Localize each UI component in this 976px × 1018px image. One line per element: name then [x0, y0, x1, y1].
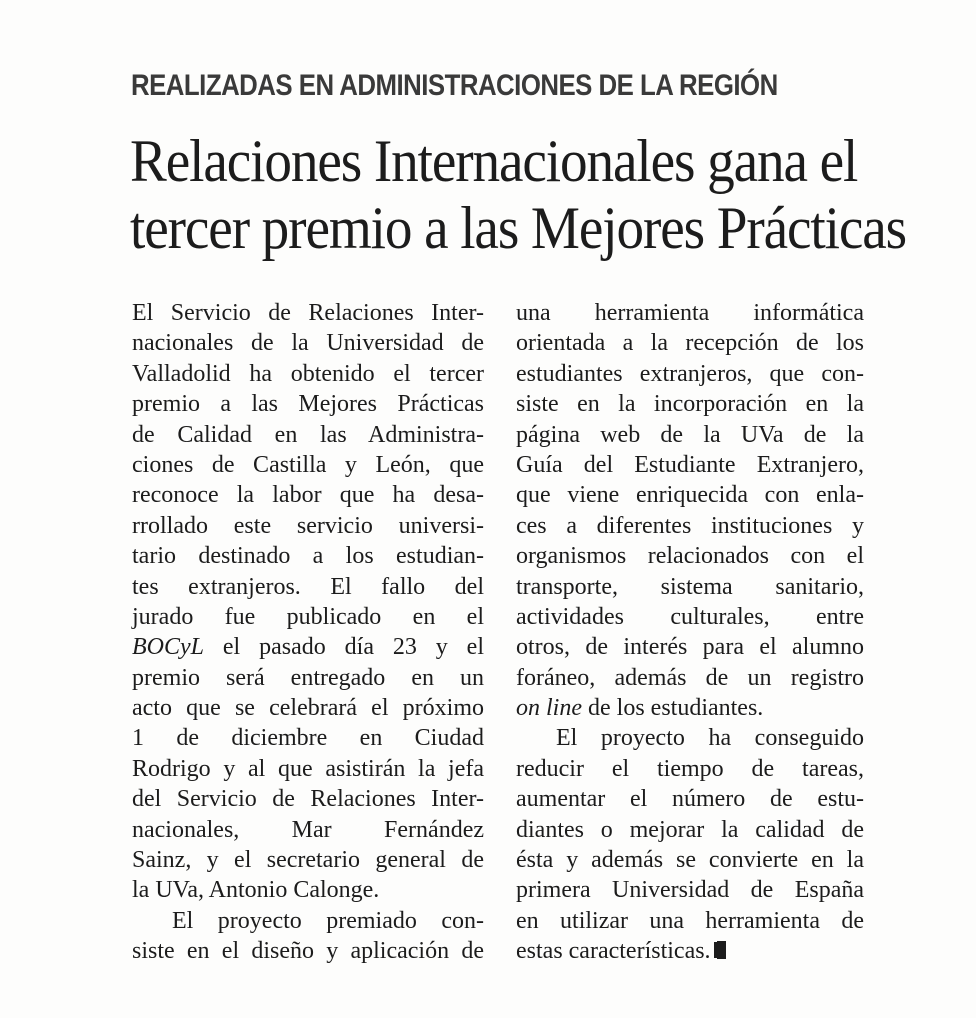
article-column-right [516, 298, 864, 967]
article-headline [130, 128, 907, 262]
text-line: nacionales de la Universidad de [132, 330, 484, 357]
text-line: Valladolid ha obtenido el tercer [132, 360, 484, 387]
headline-line: tercer premio a las Mejores Prácticas [130, 195, 907, 261]
text-line: actividades culturales, entre [516, 603, 864, 630]
headline-line: Relaciones Internacionales gana el [130, 128, 858, 194]
text-line: primera Universidad de España [516, 877, 864, 904]
text-line: una herramienta informática [516, 300, 864, 326]
text-line: ésta y además se convierte en la [516, 847, 864, 874]
text-line: que viene enriquecida con enla- [516, 482, 864, 509]
text-line: la UVa, Antonio Calonge. [132, 877, 380, 904]
text-line: premio a las Mejores Prácticas [132, 391, 484, 418]
end-of-article-mark [717, 941, 726, 959]
bocyl-italic: BOCyL [132, 634, 204, 661]
text-line: orientada a la recepción de los [516, 330, 864, 357]
text-line [516, 936, 864, 966]
text-line: tes extranjeros. El fallo del [132, 573, 484, 600]
text-line [516, 693, 864, 723]
text-line: diantes o mejorar la calidad de [516, 816, 864, 843]
text-line: otros, de interés para el alumno [516, 634, 864, 661]
text-line: acto que se celebrará el próximo [132, 695, 484, 722]
text-line: transporte, sistema sanitario, [516, 573, 864, 600]
text-line: tario destinado a los estudian- [132, 543, 484, 570]
text-line: 1 de diciembre en Ciudad [132, 725, 484, 752]
text-line: ces a diferentes instituciones y [516, 512, 864, 539]
text-line: estudiantes extranjeros, que con- [516, 360, 864, 387]
text-line: ciones de Castilla y León, que [132, 451, 484, 478]
text-line: de Calidad en las Administra- [132, 421, 484, 448]
text-line-rest: el pasado día 23 y el [222, 634, 485, 661]
text-line: El Servicio de Relaciones Inter- [132, 300, 484, 326]
text-line: aumentar el número de estu- [516, 786, 864, 813]
text-line: organismos relacionados con el [516, 543, 864, 570]
text-line: del Servicio de Relaciones Inter- [132, 786, 484, 813]
text-line: reconoce la labor que ha desa- [132, 482, 484, 509]
text-line: Sainz, y el secretario general de [132, 847, 484, 874]
on-line-italic: on line [516, 695, 582, 722]
text-line [132, 632, 484, 662]
text-line: El proyecto ha conseguido [556, 725, 864, 752]
article-kicker: REALIZADAS EN ADMINISTRACIONES DE LA REGIÓN [131, 69, 778, 102]
text-line: nacionales, Mar Fernández [132, 816, 484, 843]
text-line-rest: estas características. [516, 938, 711, 965]
text-line: en utilizar una herramienta de [516, 907, 864, 934]
text-line: siste en la incorporación en la [516, 391, 864, 418]
text-line: Guía del Estudiante Extranjero, [516, 451, 864, 478]
text-line: premio será entregado en un [132, 664, 484, 691]
text-line: jurado fue publicado en el [132, 603, 484, 630]
text-line: página web de la UVa de la [516, 421, 864, 448]
article-column-left [132, 298, 484, 967]
text-line: siste en el diseño y aplicación de [132, 938, 484, 965]
text-line-rest: de los estudiantes. [588, 695, 764, 722]
text-line: rrollado este servicio universi- [132, 512, 484, 539]
text-line: reducir el tiempo de tareas, [516, 755, 864, 782]
text-line: Rodrigo y al que asistirán la jefa [132, 755, 484, 782]
text-line: foráneo, además de un registro [516, 664, 864, 691]
text-line: El proyecto premiado con- [172, 907, 484, 934]
